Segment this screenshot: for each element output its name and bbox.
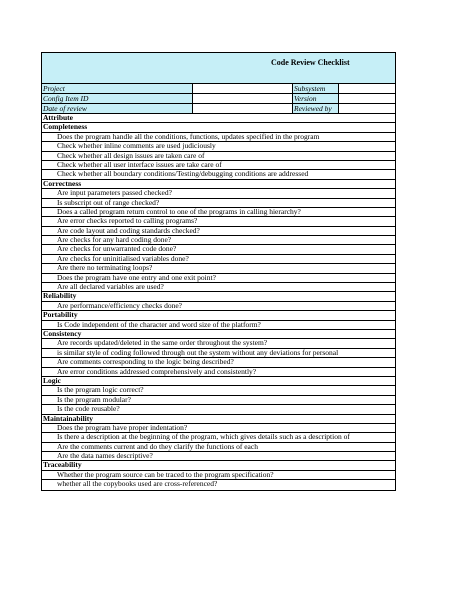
- checklist-item: Does the program handle all the conditions, functions, updates specified in the program: [42, 133, 395, 142]
- subsystem-label: Subsystem: [293, 84, 339, 93]
- checklist-rows: [42, 114, 395, 490]
- checklist-item: Are checks for any hard coding done?: [42, 236, 395, 245]
- checklist-item: Check whether all user interface issues are take care of: [42, 161, 395, 170]
- checklist-item: Is the code reusable?: [42, 405, 395, 414]
- config-item-field[interactable]: [193, 94, 293, 103]
- checklist-item: Does the program have one entry and one exit point?: [42, 274, 395, 283]
- checklist-item: Are input parameters passed checked?: [42, 189, 395, 198]
- checklist-item: Check whether inline comments are used judiciously: [42, 142, 395, 151]
- section-heading: Maintainability: [42, 415, 395, 424]
- checklist-item: Is Code independent of the character and word size of the platform?: [42, 321, 395, 330]
- date-of-review-label: Date of review: [42, 104, 193, 113]
- checklist-item: Are code layout and coding standards checked?: [42, 227, 395, 236]
- checklist-item: Is the program modular?: [42, 396, 395, 405]
- section-heading: Traceability: [42, 461, 395, 470]
- checklist-item: Are performance/efficiency checks done?: [42, 302, 395, 311]
- checklist-item: Does the program have proper indentation?: [42, 424, 395, 433]
- checklist-item: Are all declared variables are used?: [42, 283, 395, 292]
- checklist-item: Are comments corresponding to the logic being described?: [42, 358, 395, 367]
- review-info-table: [42, 84, 395, 114]
- checklist-sheet: [41, 52, 396, 491]
- checklist-item: Are error checks reported to calling programs?: [42, 217, 395, 226]
- checklist-item: Is the program logic correct?: [42, 386, 395, 395]
- section-heading: Attribute: [42, 114, 395, 123]
- meta-row-config: [42, 94, 395, 104]
- section-heading: Consistency: [42, 330, 395, 339]
- checklist-item: Whether the program source can be traced to the program specification?: [42, 471, 395, 480]
- checklist-item: Check whether all design issues are taken care of: [42, 152, 395, 161]
- version-label: Version: [293, 94, 339, 103]
- checklist-item: Is there a description at the beginning of the program, which gives details such as a description of: [42, 433, 395, 442]
- checklist-item: Are error conditions addressed comprehensively and consistently?: [42, 368, 395, 377]
- checklist-item: Are there no terminating loops?: [42, 264, 395, 273]
- config-item-label: Config Item ID: [42, 94, 193, 103]
- date-of-review-field[interactable]: [193, 104, 293, 113]
- section-heading: Completeness: [42, 123, 395, 132]
- meta-row-project: [42, 84, 395, 94]
- checklist-item: Are checks for uninitialised variables done?: [42, 255, 395, 264]
- checklist-item: Are the data names descriptive?: [42, 452, 395, 461]
- meta-row-date: [42, 104, 395, 114]
- checklist-item: Are checks for unwarranted code done?: [42, 245, 395, 254]
- reviewed-by-field[interactable]: [339, 104, 395, 113]
- checklist-item: whether all the copybooks used are cross-referenced?: [57, 480, 218, 489]
- reviewed-by-label: Reviewed by: [293, 104, 339, 113]
- subsystem-field[interactable]: [339, 84, 395, 93]
- version-field[interactable]: [339, 94, 395, 103]
- project-field[interactable]: [193, 84, 293, 93]
- project-label: Project: [42, 84, 193, 93]
- checklist-item: Check whether all boundary conditions/Testing/debugging conditions are addressed: [42, 170, 395, 179]
- section-heading: Reliability: [42, 292, 395, 301]
- page-title: Code Review Checklist: [271, 58, 350, 67]
- checklist-item: Are records updated/deleted in the same order throughout the system?: [42, 339, 395, 348]
- section-heading: Correctness: [42, 180, 395, 189]
- section-heading: Portability: [42, 311, 395, 320]
- section-heading: Logic: [42, 377, 395, 386]
- title-bar: [42, 53, 395, 84]
- checklist-item: is similar style of coding followed through out the system without any deviations for personal: [42, 349, 395, 358]
- checklist-item: Are the comments current and do they clarify the functions of each: [42, 443, 395, 452]
- checklist-item: Does a called program return control to one of the programs in calling hierarchy?: [42, 208, 395, 217]
- checklist-item: Is subscript out of range checked?: [42, 199, 395, 208]
